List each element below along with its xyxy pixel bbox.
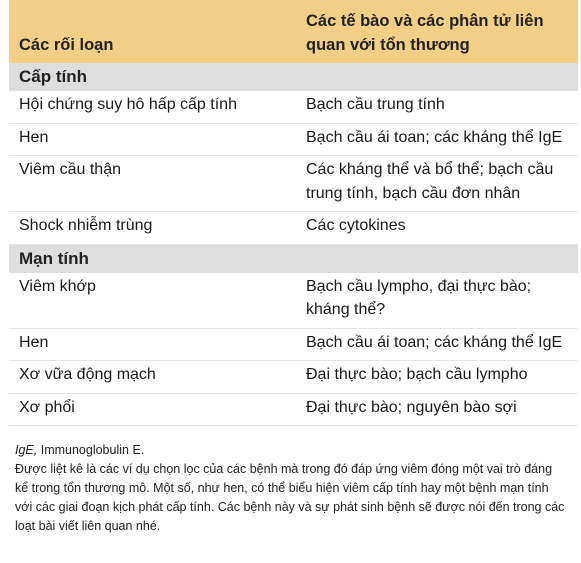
cells-cell: Các cytokines xyxy=(296,212,578,245)
section-header-acute xyxy=(9,63,578,91)
cells-cell: Các kháng thể và bổ thể; bạch cầu trung tính, bạch cầu đơn nhân xyxy=(296,156,578,212)
section-title: Cấp tính xyxy=(9,63,578,91)
cells-cell: Bạch cầu lympho, đại thực bào; kháng thể? xyxy=(296,273,578,329)
disorder-cell: Hen xyxy=(9,328,296,361)
table-row xyxy=(9,91,578,123)
footnote-text: Được liệt kê là các ví dụ chọn lọc của các bệnh mà trong đó đáp ứng viêm đóng một vai trò đáng kể trong tổn thương mô. Một số, như hen, có thể biểu hiện viêm cấp tính hay một bệnh mạn tính với các giai đoạn kịch phát cấp tính. Các bệnh này và sự phát sinh bệnh sẽ được nói đến trong các loạt bài viết liên quan nhé. xyxy=(15,462,565,533)
table-row xyxy=(9,156,578,212)
disorder-cell: Viêm khớp xyxy=(9,273,296,329)
header-cells-molecules: Các tế bào và các phân tử liên quan với tổn thương xyxy=(296,0,578,63)
disorder-cell: Xơ phổi xyxy=(9,393,296,426)
disorder-cell: Xơ vữa động mạch xyxy=(9,361,296,394)
table-footnote xyxy=(15,441,565,536)
cells-cell: Bạch cầu ái toan; các kháng thể IgE xyxy=(296,328,578,361)
abbreviation-definition: Immunoglobulin E. xyxy=(37,443,145,457)
cells-cell: Bạch cầu trung tính xyxy=(296,91,578,123)
abbreviation-line xyxy=(15,441,565,460)
cells-cell: Bạch cầu ái toan; các kháng thể IgE xyxy=(296,123,578,156)
table-row xyxy=(9,328,578,361)
header-disorders: Các rối loạn xyxy=(9,0,296,63)
table-row xyxy=(9,212,578,245)
table-header-row xyxy=(9,0,578,63)
abbreviation-term: IgE, xyxy=(15,443,38,457)
disorder-cell: Hội chứng suy hô hấp cấp tính xyxy=(9,91,296,123)
disorder-cell: Hen xyxy=(9,123,296,156)
disorders-table xyxy=(9,0,578,426)
table-row xyxy=(9,361,578,394)
table-row xyxy=(9,273,578,329)
disorder-cell: Shock nhiễm trùng xyxy=(9,212,296,245)
section-title: Mạn tính xyxy=(9,244,578,273)
table-row xyxy=(9,123,578,156)
disorder-cell: Viêm cầu thận xyxy=(9,156,296,212)
cells-cell: Đại thực bào; bạch cầu lympho xyxy=(296,361,578,394)
table-row xyxy=(9,393,578,426)
cells-cell: Đại thực bào; nguyên bào sợi xyxy=(296,393,578,426)
section-header-chronic xyxy=(9,244,578,273)
